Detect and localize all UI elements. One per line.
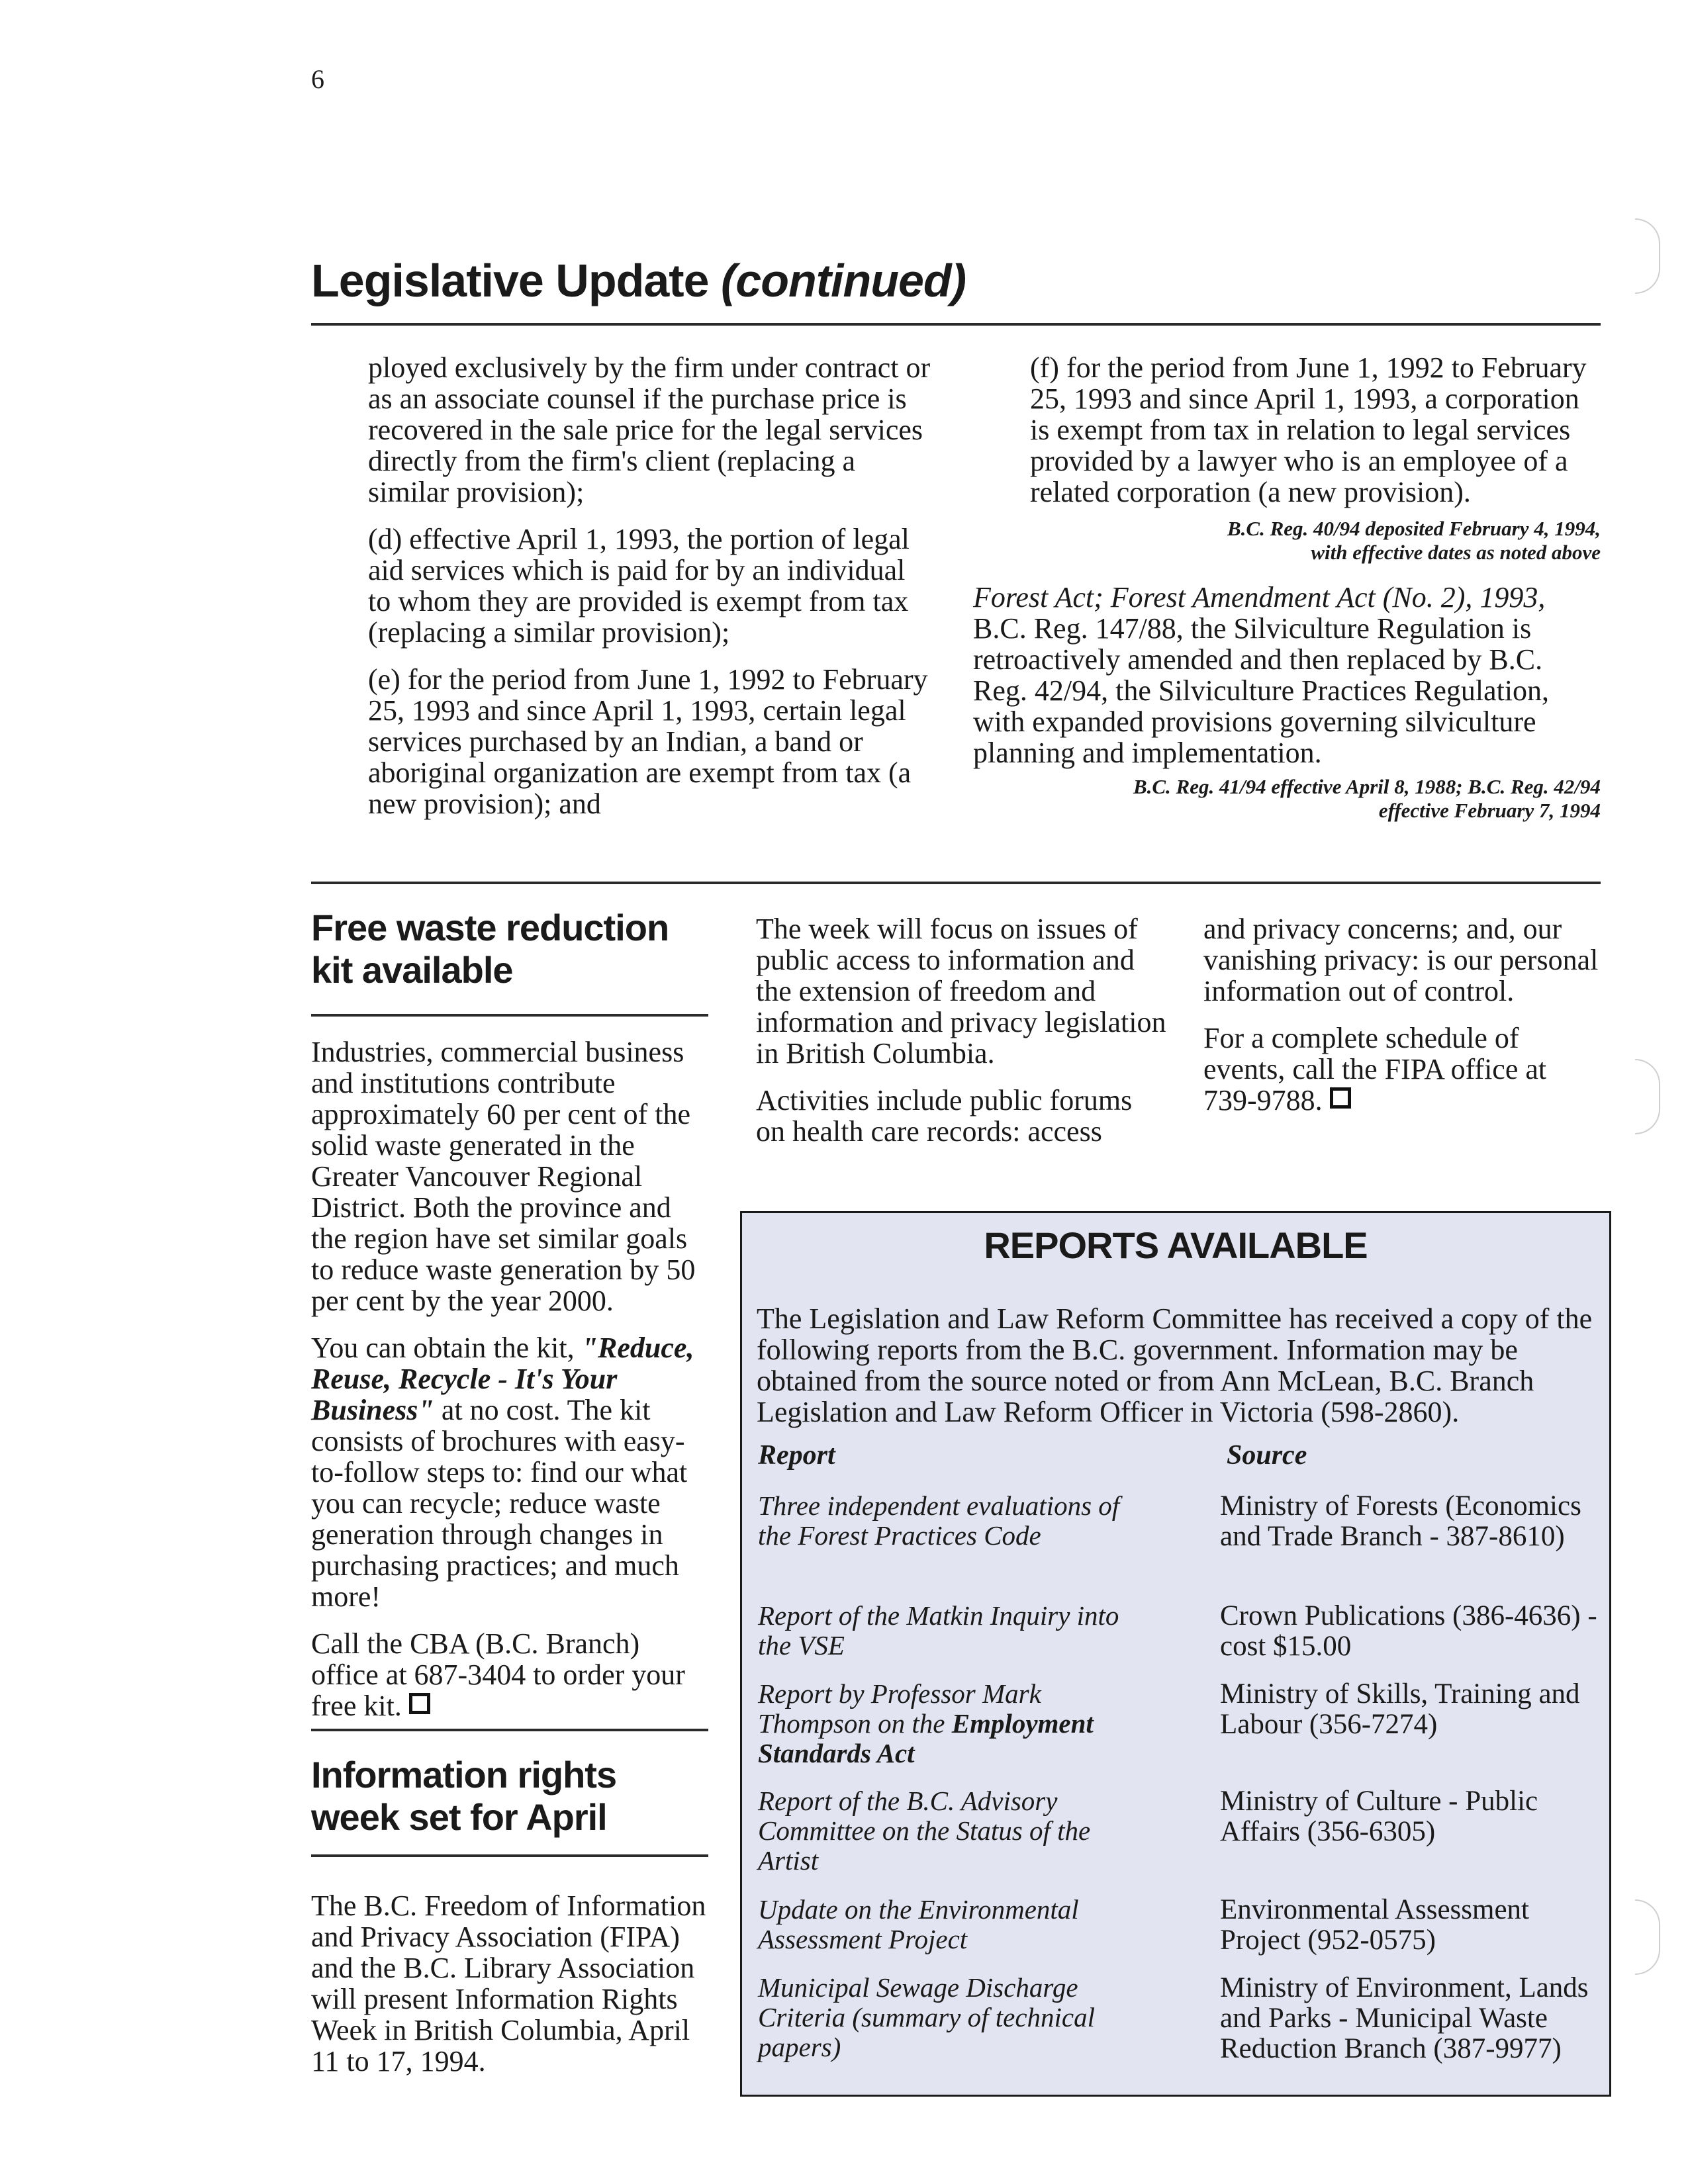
section-title [311,254,966,307]
section-title-suffix: (continued) [720,255,966,306]
reports-title: REPORTS AVAILABLE [984,1224,1368,1266]
citation-1-line-1: B.C. Reg. 40/94 deposited February 4, 1994, [1227,517,1601,540]
end-mark-icon [409,1693,430,1714]
report-source: Ministry of Forests (Economics and Trade Branch - 387-8610) [1220,1490,1581,1552]
reports-column-report: Report [758,1440,835,1471]
citation-2-line-1: B.C. Reg. 41/94 effective April 8, 1988; B.C. Reg. 42/94 [1133,775,1601,798]
citation-reg-41-94 [973,775,1601,823]
report-title: Three independent evaluations of the Forest Practices Code [758,1490,1120,1551]
reports-box [740,1211,1611,2097]
waste-kit-heading: Free waste reduction kit available [311,907,669,991]
info-rights-para-1: The B.C. Freedom of Information and Privacy Association (FIPA) and the B.C. Library Association will present Information Rights Week in British Columbia, April 11 to 17, 1994. [311,1889,706,2077]
citation-1-line-2: with effective dates as noted above [1311,541,1601,564]
report-source: Environmental Assessment Project (952-0575) [1220,1894,1529,1956]
report-source: Ministry of Culture - Public Affairs (356-6305) [1220,1786,1538,1847]
info-rights-top-rule [311,1729,708,1731]
report-source: Crown Publications (386-4636) - cost $15.00 [1220,1600,1597,1662]
info-rights-col3-para-1: and privacy concerns; and, our vanishing privacy: is our personal information out of control. [1203,913,1599,1007]
binder-hole-mark [1635,1059,1660,1134]
report-title: Report of the Matkin Inquiry into the VSE [758,1600,1119,1661]
waste-kit-para-2 [311,1332,708,1612]
waste-kit-body [311,1036,708,1737]
legislative-right-column [973,352,1601,823]
page-number: 6 [311,64,324,94]
reports-intro: The Legislation and Law Reform Committee has received a copy of the following reports from the B.C. government. Information may be obtained from the source noted or from Ann McLean, B.C. Branch Legislation and Law Reform Officer in Victoria (598-2860). [757,1302,1593,1428]
info-rights-heading: Information rights week set for April [311,1754,617,1838]
info-rights-col3-para-2-text: For a complete schedule of events, call the FIPA office at 739-9788. [1203,1022,1547,1116]
waste-kit-name: "Reduce, Reuse, Recycle - It's Your Business" [311,1332,694,1426]
info-rights-col3-para-2 [1203,1023,1601,1116]
report-source: Ministry of Skills, Training and Labour (356-7274) [1220,1678,1580,1740]
waste-kit-para-3-text: Call the CBA (B.C. Branch) office at 687-3404 to order your free kit. [311,1627,685,1722]
report-title [758,1679,1129,1768]
end-mark-icon [1330,1087,1351,1109]
waste-kit-para-2-end: at no cost. The kit consists of brochures with easy-to-follow steps to: find our what you can recycle; reduce waste generation through changes in purchasing practices; and much more! [311,1394,688,1613]
report-title-act: Employment Standards Act [758,1708,1094,1768]
legislative-para-d: (d) effective April 1, 1993, the portion of legal aid services which is paid for by an individual to whom they are provided is exempt from tax (replacing a similar provision); [368,523,910,649]
waste-kit-para-3 [311,1628,708,1721]
info-rights-column-2 [756,913,1166,1163]
waste-kit-heading-rule [311,1014,708,1017]
forest-act-text: B.C. Reg. 147/88, the Silviculture Regulation is retroactively amended and then replaced by B.C. Reg. 42/94, the Silviculture Practices Regulation, with expanded provisions governing silviculture planning and implementation. [973,612,1550,769]
citation-2-line-2: effective February 7, 1994 [1378,799,1601,822]
info-rights-col2-para-1: The week will focus on issues of public access to information and the extension of freedom and information and privacy legislation in British Columbia. [756,913,1166,1069]
info-rights-column-3 [1203,913,1601,1132]
report-title-text: Report by Professor Mark Thompson on the [758,1678,1041,1739]
citation-reg-40-94 [973,517,1601,565]
waste-kit-para-2-start: You can obtain the kit, [311,1332,582,1364]
report-title: Update on the Environmental Assessment Project [758,1894,1079,1954]
waste-kit-para-1: Industries, commercial business and institutions contribute approximately 60 per cent of the solid waste generated in the Greater Vancouver Regional District. Both the province and the region have set similar goals to reduce waste generation by 50 per cent by the year 2000. [311,1036,696,1317]
binder-hole-mark [1635,1899,1660,1975]
legislative-para-e: (e) for the period from June 1, 1992 to February 25, 1993 and since April 1, 1993, certain legal services purchased by an Indian, a band or aboriginal organization are exempt from tax (a new provision); and [368,663,928,820]
report-title: Municipal Sewage Discharge Criteria (summary of technical papers) [758,1972,1096,2062]
forest-act-title: Forest Act; Forest Amendment Act (No. 2), 1993, [973,581,1546,614]
legislative-left-column [368,352,933,835]
report-title: Report of the B.C. Advisory Committee on the Status of the Artist [758,1786,1091,1876]
section-title-rule [311,323,1601,326]
legislative-para-f: (f) for the period from June 1, 1992 to February 25, 1993 and since April 1, 1993, a corporation is exempt from tax in relation to legal services provided by a lawyer who is an employee of a related corporation (a new provision). [1030,351,1587,508]
section-divider-rule [311,882,1601,884]
binder-hole-mark [1635,218,1660,294]
info-rights-heading-rule [311,1854,708,1857]
legislative-para-continued: ployed exclusively by the firm under contract or as an associate counsel if the purchase price is recovered in the sale price for the legal services directly from the firm's client (replacing a similar provision); [368,351,931,508]
info-rights-col2-para-2: Activities include public forums on health care records: access [756,1084,1133,1148]
reports-column-source: Source [1227,1440,1307,1471]
section-title-main: Legislative Update [311,255,709,306]
report-source: Ministry of Environment, Lands and Parks - Municipal Waste Reduction Branch (387-9977) [1220,1972,1589,2064]
